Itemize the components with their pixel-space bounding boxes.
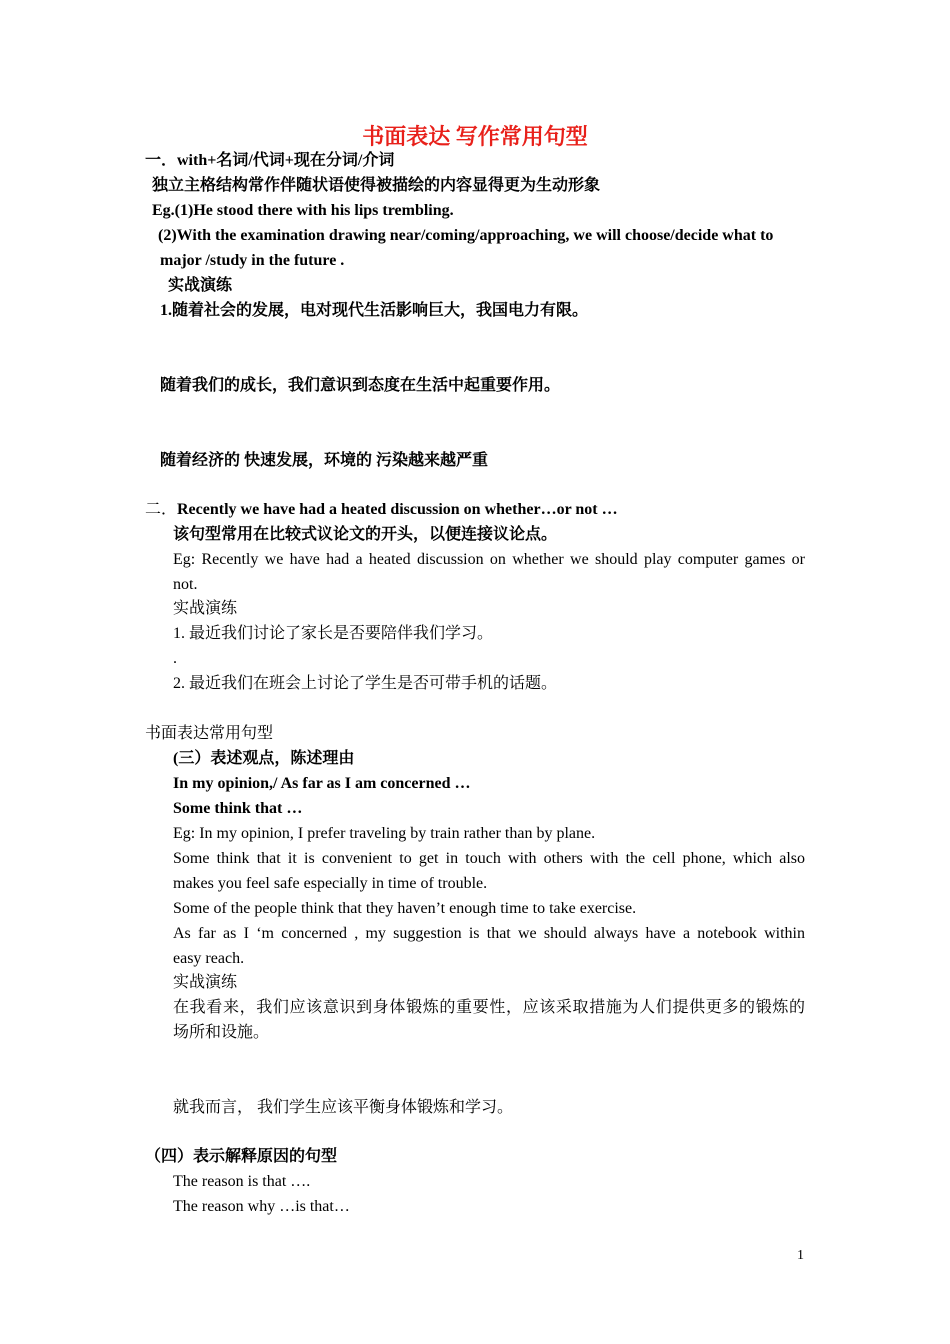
section-4-pattern-2: The reason why …is that… [173, 1198, 350, 1215]
section-2-example-line-2: not. [173, 576, 198, 593]
section-3-example-3: Some of the people think that they haven’t enough time to take exercise. [173, 900, 637, 917]
section-3-example-1: Eg: In my opinion, I prefer traveling by train rather than by plane. [173, 825, 596, 842]
section-3-pattern-1: In my opinion,/ As far as I am concerned … [173, 775, 471, 792]
section-2-description: 该句型常用在比较式议论文的开头，以便连接议论点。 [173, 526, 558, 543]
section-2-heading: Recently we have had a heated discussion on whether…or not … [177, 501, 618, 518]
section-4-heading: （四）表示解释原因的句型 [145, 1148, 338, 1165]
section-3-exercise-1-line-2: 场所和设施。 [173, 1024, 270, 1041]
section-3-example-2-line-2: makes you feel safe especially in time of trouble. [173, 875, 488, 892]
section-3-pattern-2: Some think that … [173, 800, 303, 817]
section-3-practice-label: 实战演练 [173, 974, 238, 991]
section-3-heading: (三）表述观点，陈述理由 [173, 750, 355, 767]
section-1-example-1: Eg.(1)He stood there with his lips trembling. [152, 202, 454, 219]
section-3-label: 书面表达常用句型 [145, 725, 274, 742]
section-1-exercise-1: 1.随着社会的发展，电对现代生活影响巨大，我国电力有限。 [160, 302, 589, 319]
page-number: 1 [797, 1248, 804, 1263]
section-2-practice-label: 实战演练 [173, 600, 238, 617]
section-3-exercise-2: 就我而言， 我们学生应该平衡身体锻炼和学习。 [173, 1099, 514, 1116]
section-2-exercise-1: 1. 最近我们讨论了家长是否要陪伴我们学习。 [173, 625, 494, 642]
document-title: 书面表达 写作常用句型 [362, 124, 588, 149]
section-1-exercise-2: 随着我们的成长，我们意识到态度在生活中起重要作用。 [160, 377, 561, 394]
section-3-example-4-line-1: As far as I ‘m concerned , my suggestion is that we should always have a notebook within [173, 925, 805, 942]
section-2-example-line-1: Eg: Recently we have had a heated discussion on whether we should play computer games or [173, 551, 805, 568]
section-2-number: 二． [145, 501, 178, 518]
section-1-example-2-line-2: major /study in the future . [160, 252, 345, 269]
section-3-exercise-1-line-1: 在我看来，我们应该意识到身体锻炼的重要性，应该采取措施为人们提供更多的锻炼的 [173, 999, 805, 1016]
section-1-description: 独立主格结构常作伴随状语使得被描绘的内容显得更为生动形象 [152, 177, 601, 194]
section-3-example-4-line-2: easy reach. [173, 950, 245, 967]
section-1-exercise-3: 随着经济的 快速发展，环境的 污染越来越严重 [160, 452, 489, 469]
section-3-example-2-line-1: Some think that it is convenient to get in touch with others with the cell phone, which also [173, 850, 805, 867]
section-1-example-2-line-1: (2)With the examination drawing near/coming/approaching, we will choose/decide what to [158, 227, 774, 244]
section-2-dot: . [173, 650, 177, 667]
section-2-exercise-2: 2. 最近我们在班会上讨论了学生是否可带手机的话题。 [173, 675, 558, 692]
section-4-pattern-1: The reason is that …. [173, 1173, 311, 1190]
section-1-practice-label: 实战演练 [168, 277, 233, 294]
section-1-heading: 一．with+名词/代词+现在分词/介词 [145, 152, 395, 169]
